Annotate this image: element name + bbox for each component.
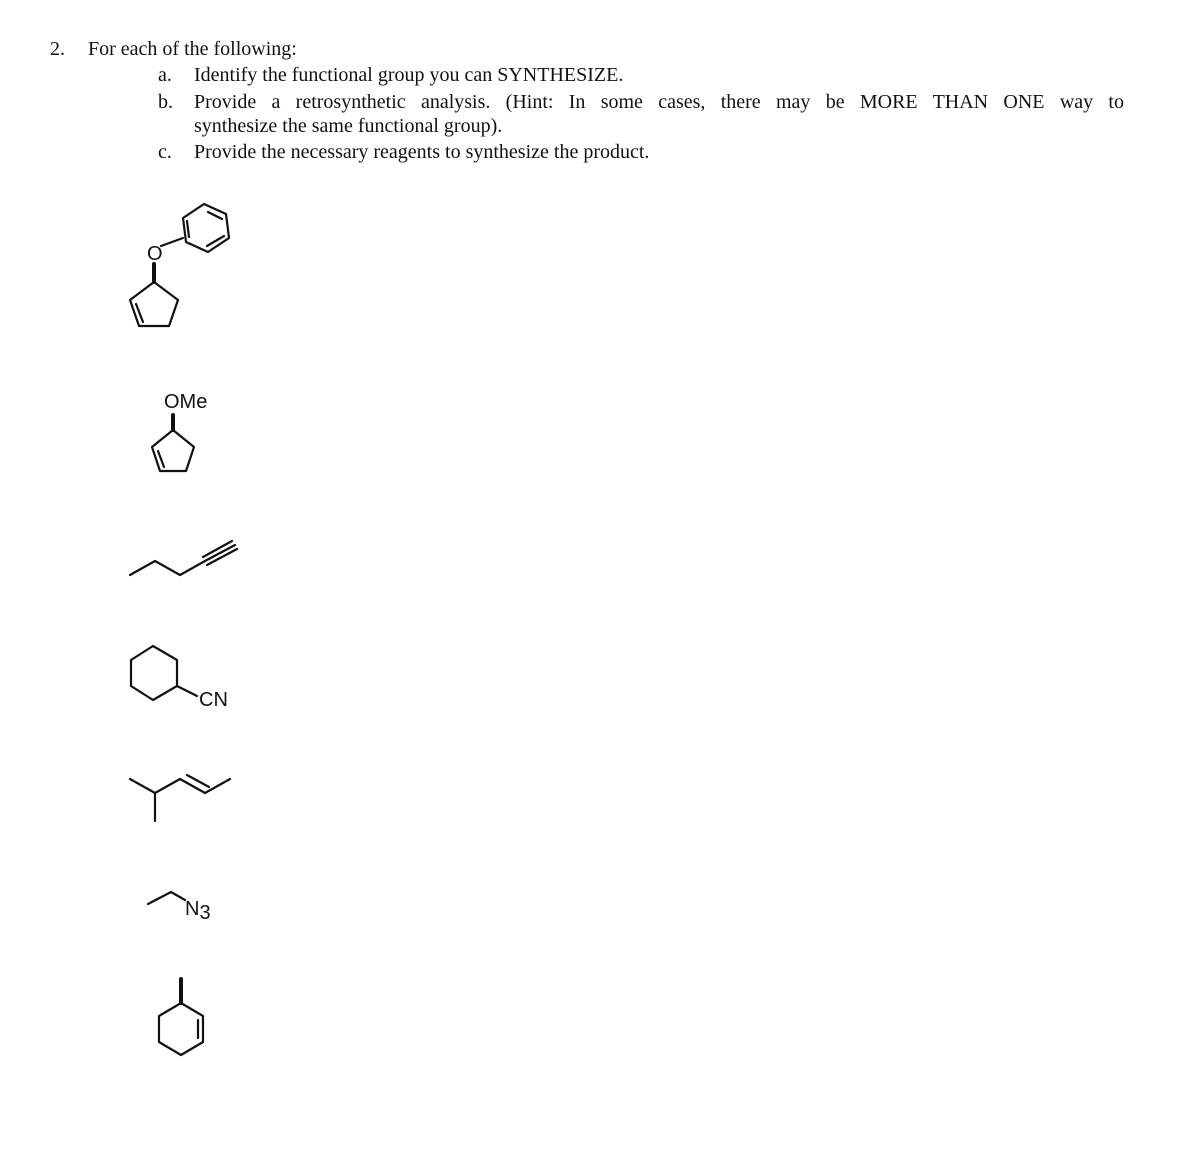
cyclohexane-ring bbox=[131, 646, 177, 700]
nitrile-label: CN bbox=[199, 689, 228, 711]
part-b-label: b. bbox=[158, 91, 173, 113]
oxygen-label: O bbox=[147, 243, 163, 265]
molecule-methyl-cyclohexene bbox=[145, 975, 225, 1075]
molecule-methoxy-cyclopentene bbox=[140, 385, 230, 485]
part-b-text-line2: synthesize the same functional group). bbox=[194, 115, 503, 137]
molecule-phenyl-cyclopentenyl-ether bbox=[120, 190, 250, 340]
methoxy-label: OMe bbox=[164, 391, 208, 413]
molecule-methyl-hexene bbox=[125, 765, 245, 835]
part-c-text: Provide the necessary reagents to synthesize the product. bbox=[194, 141, 650, 163]
question-intro: For each of the following: bbox=[88, 38, 297, 60]
part-a-text: Identify the functional group you can SYNTHESIZE. bbox=[194, 64, 624, 86]
molecule-pentyne bbox=[125, 535, 245, 585]
benzene-ring bbox=[183, 204, 229, 252]
molecule-cyclohexyl-acetonitrile bbox=[125, 640, 255, 720]
cyclohexene-ring bbox=[159, 1003, 203, 1055]
question-number: 2. bbox=[50, 38, 65, 60]
part-c-label: c. bbox=[158, 141, 172, 163]
part-a-label: a. bbox=[158, 64, 172, 86]
azide-label: N3 bbox=[185, 898, 211, 924]
cyclopentene-ring bbox=[130, 282, 178, 326]
part-b-text-line1: Provide a retrosynthetic analysis. (Hint: In some cases, there may be MORE THAN ONE way to bbox=[194, 91, 1124, 113]
molecule-ethyl-azide bbox=[145, 880, 235, 930]
